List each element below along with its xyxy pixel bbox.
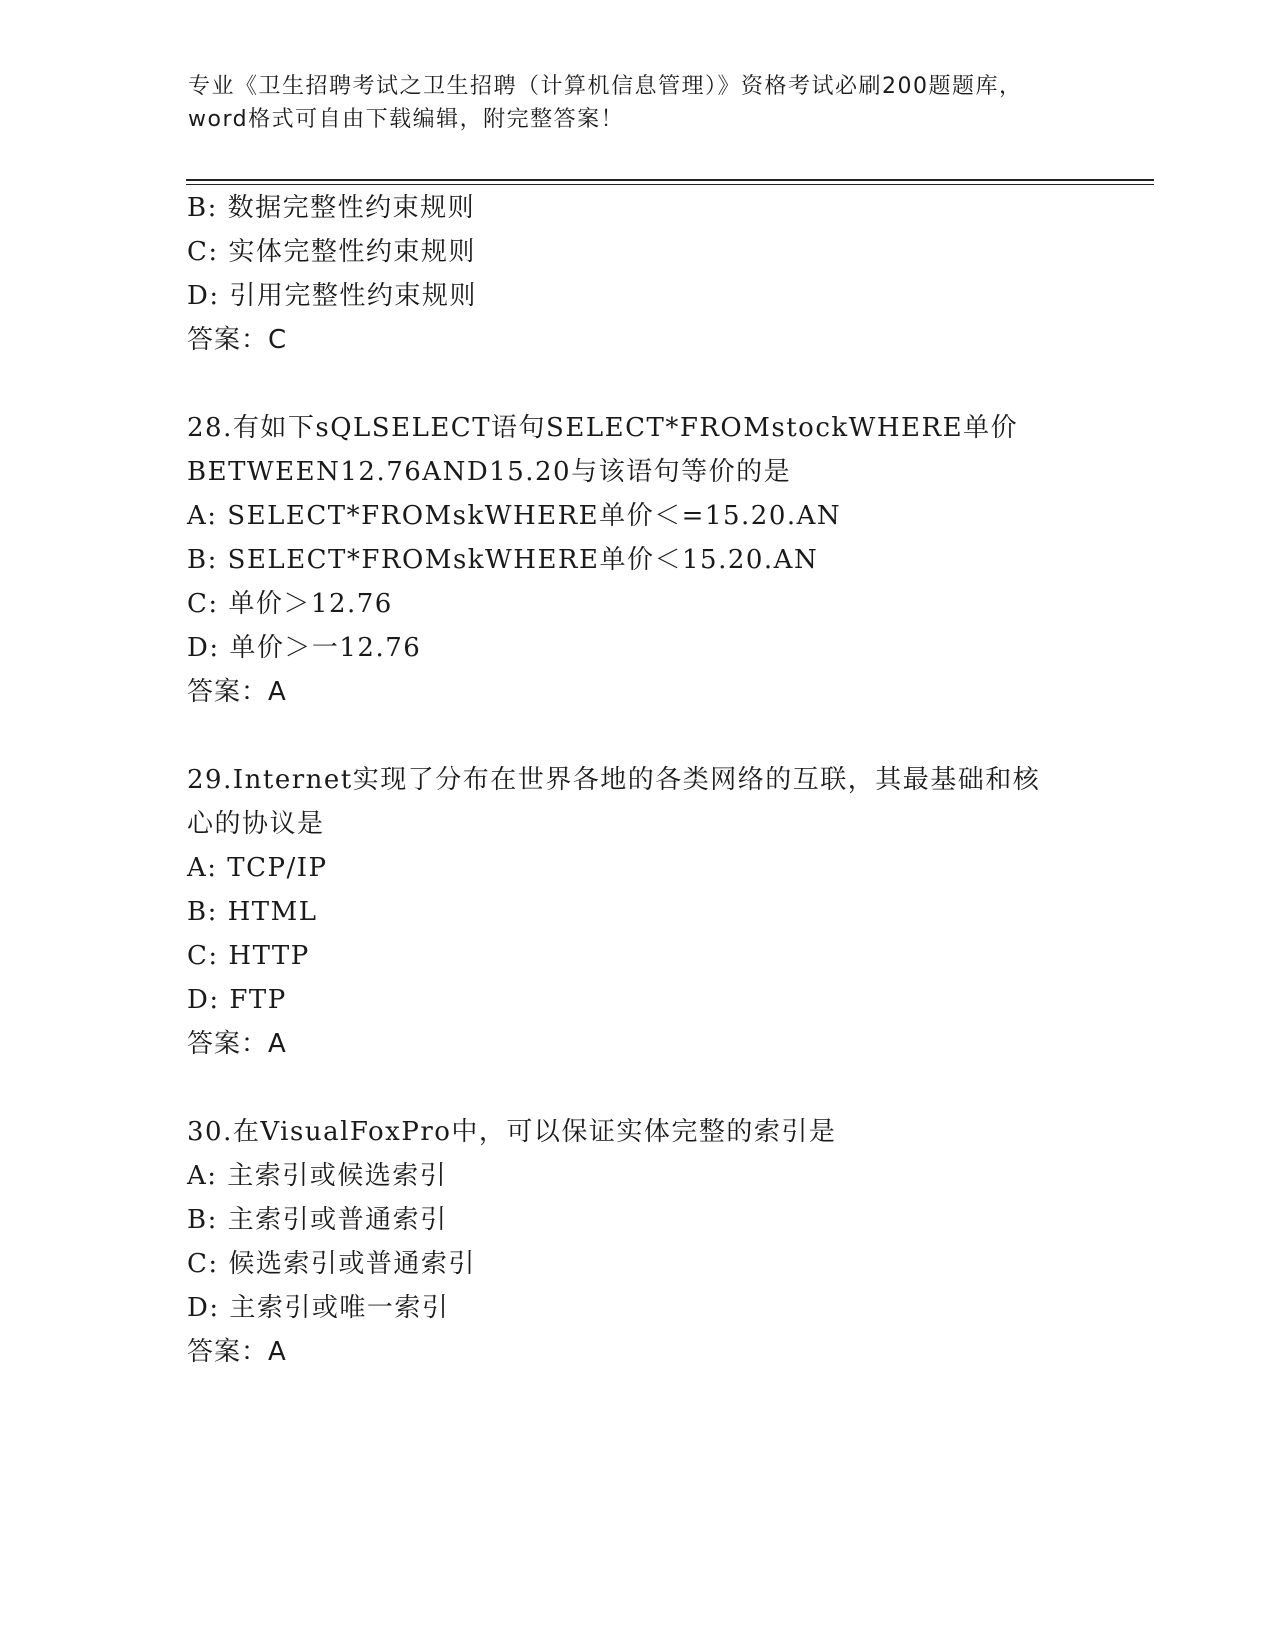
q28-option-b: B: SELECT*FROMskWHERE单价＜15.20.AN <box>187 545 819 575</box>
q29-answer: 答案：A <box>187 1029 287 1059</box>
document-header <box>188 70 1088 136</box>
q29-option-c: C: HTTP <box>187 941 310 971</box>
q27-answer: 答案：C <box>187 325 288 355</box>
q29-option-d: D: FTP <box>187 985 287 1015</box>
q28-option-d: D: 单价＞一12.76 <box>187 633 422 663</box>
q29-stem-line-2: 心的协议是 <box>187 809 325 839</box>
q29-option-b: B: HTML <box>187 897 318 927</box>
q28-stem-line-2: BETWEEN12.76AND15.20与该语句等价的是 <box>187 457 792 487</box>
q27-option-c: C: 实体完整性约束规则 <box>187 237 476 267</box>
q30-answer: 答案：A <box>187 1337 287 1367</box>
q27-option-b: B: 数据完整性约束规则 <box>187 193 476 223</box>
header-divider-thick <box>186 179 1154 181</box>
q30-option-c: C: 候选索引或普通索引 <box>187 1249 476 1279</box>
q29-stem-line-1: 29.Internet实现了分布在世界各地的各类网络的互联，其最基础和核 <box>187 765 1041 795</box>
q30-option-b: B: 主索引或普通索引 <box>187 1205 448 1235</box>
q29-option-a: A: TCP/IP <box>187 853 328 883</box>
header-divider-thin <box>186 184 1154 185</box>
header-line-2: word格式可自由下载编辑，附完整答案！ <box>188 107 625 132</box>
q28-answer: 答案：A <box>187 677 287 707</box>
q28-option-c: C: 单价＞12.76 <box>187 589 393 619</box>
q30-option-a: A: 主索引或候选索引 <box>187 1161 448 1191</box>
q30-option-d: D: 主索引或唯一索引 <box>187 1293 450 1323</box>
header-line-1: 专业《卫生招聘考试之卫生招聘（计算机信息管理）》资格考试必刷200题题库， <box>188 74 1023 99</box>
q27-option-d: D: 引用完整性约束规则 <box>187 281 477 311</box>
q28-option-a: A: SELECT*FROMskWHERE单价＜=15.20.AN <box>187 501 842 531</box>
q30-stem-line-1: 30.在VisualFoxPro中，可以保证实体完整的索引是 <box>187 1117 837 1147</box>
q28-stem-line-1: 28.有如下sQLSELECT语句SELECT*FROMstockWHERE单价 <box>187 413 1019 443</box>
